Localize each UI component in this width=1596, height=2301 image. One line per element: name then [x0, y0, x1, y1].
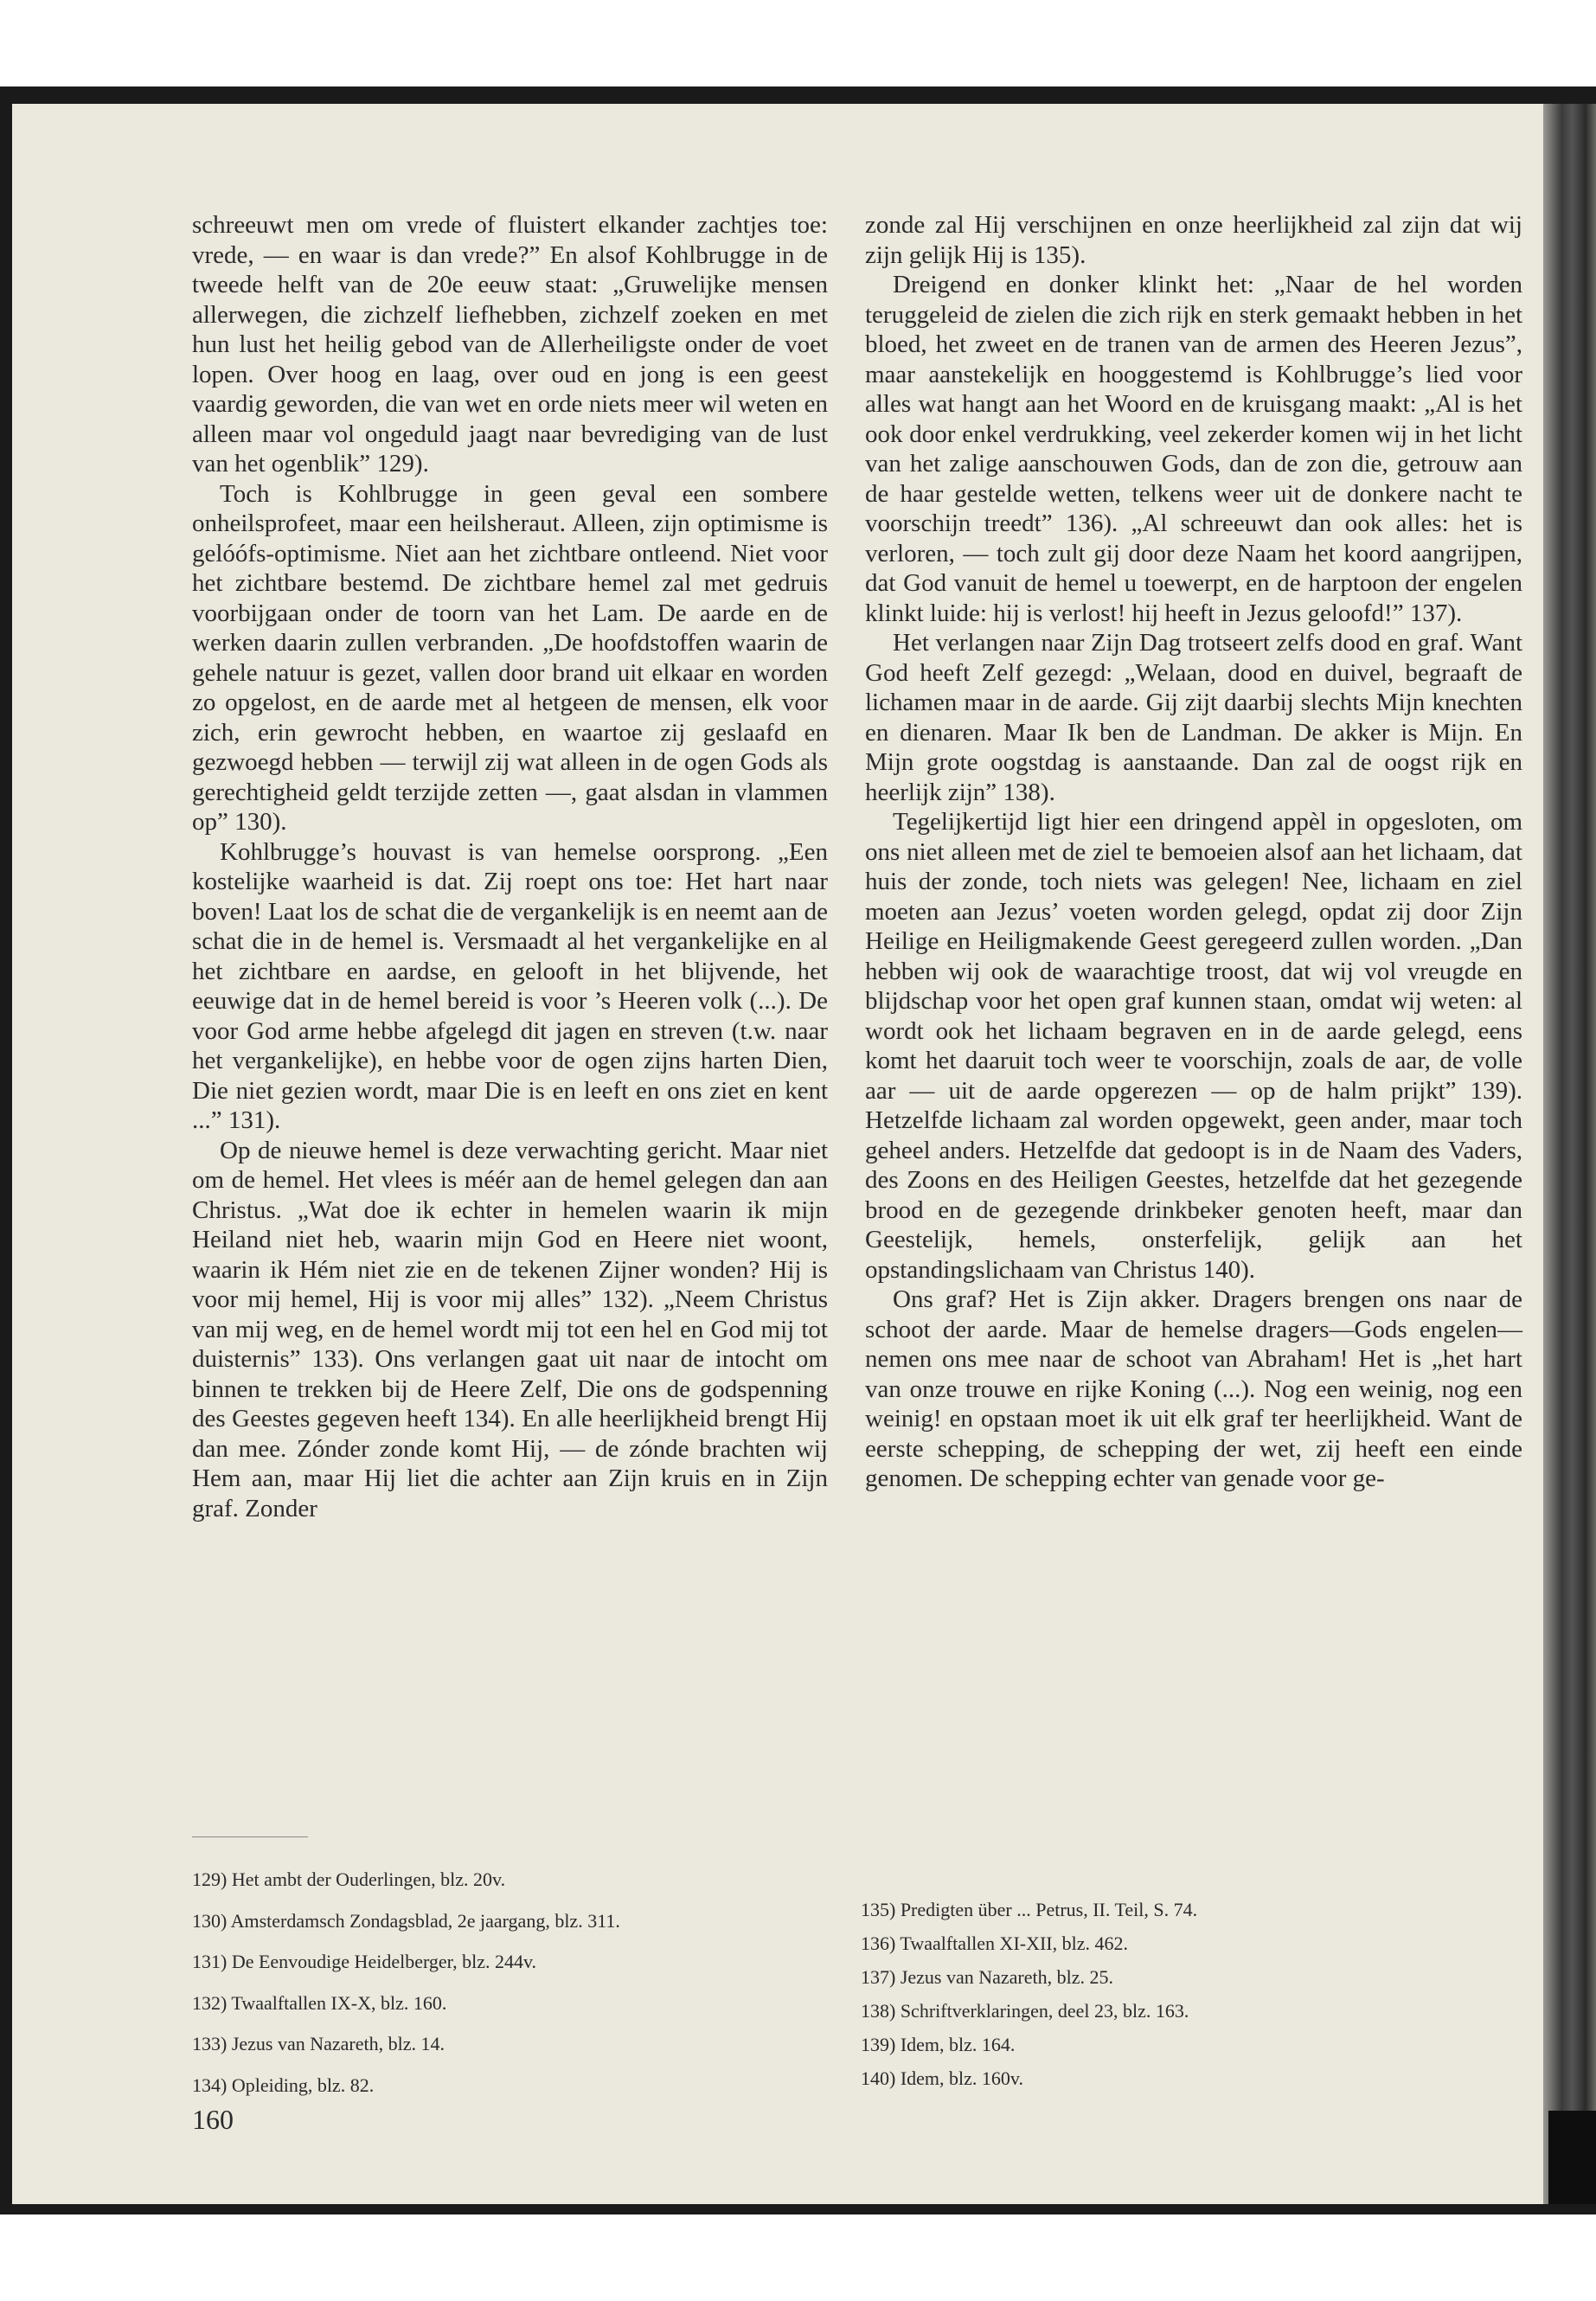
- footnote: 131) De Eenvoudige Heidelberger, blz. 244v.: [192, 1951, 537, 1972]
- footnote: 134) Opleiding, blz. 82.: [192, 2073, 375, 2096]
- footnote: 132) Twaalftallen IX-X, blz. 160.: [192, 1991, 447, 2014]
- paragraph: Het verlangen naar Zijn Dag trotseert zelfs dood en graf. Want God heeft Zelf gezegd: „Welaan, dood en duivel, begraaft de lichamen maar in de aarde. Gij zijt daarbij slechts Mijn knechten en dienaren. Maar Ik ben de Landman. De akker is Mijn. En Mijn grote oogstdag is aanstaande. Dan zal de oogst rijk en heerlijk zijn” 138).: [865, 629, 1522, 806]
- footnote: 136) Twaalftallen XI-XII, blz. 462.: [861, 1932, 1129, 1954]
- paragraph: Tegelijkertijd ligt hier een dringend appèl in opgesloten, om ons niet alleen met de ziel te bemoeien alsof aan het lichaam, dat huis der zonde, toch niets was gelegen! Nee, lichaam en ziel moeten aan Jezus’ voeten worden gelegd, opdat zij door Zijn Heilige en Heiligmakende Geest geregeerd zullen worden. „Dan hebben wij ook de waarachtige troost, dat wij vol vreugde en blijdschap voor het open graf kunnen staan, omdat wij weten: al wordt ook het lichaam begraven en in de aarde gelegd, eens komt het daaruit toch weer te voorschijn, zoals de aar, de volle aar — uit de aarde opgerezen — op de halm prijkt” 139). Hetzelfde lichaam zal worden opgewekt, geen ander, maar toch geheel anders. Hetzelfde dat gedoopt is in de Naam des Vaders, des Zoons en des Heiligen Geestes, hetzelfde dat het gezegende brood en de gezegende drinkbeker genoten heeft, maar dan Geestelijk, hemels, onsterfelijk, gelijk aan het opstandingslichaam van Christus 140).: [865, 808, 1522, 1284]
- footnotes-right: [861, 1893, 1518, 2095]
- paragraph: Op de nieuwe hemel is deze verwachting gericht. Maar niet om de hemel. Het vlees is méér aan de hemel gelegen dan aan Christus. „Wat doe ik echter in hemelen waarin ik mijn Heiland niet heb, waarin mijn God en Heere niet woont, waarin ik Hém niet zie en de tekenen Zijner wonden? Hij is voor mij hemel, Hij is voor mij alles” 132). „Neem Christus van mij weg, en de hemel wordt mij tot een hel en God mij tot duisternis” 133). Ons verlangen gaat uit naar de intocht om binnen te trekken bij de Heere Zelf, Die ons de godspenning des Geestes gegeven heeft 134). En alle heerlijkheid brengt Hij dan mee. Zónder zonde komt Hij, — de zónde brachten wij Hem aan, maar Hij liet die achter aan Zijn kruis en in Zijn graf. Zonder: [192, 1136, 828, 1522]
- paragraph: schreeuwt men om vrede of fluistert elkander zachtjes toe: vrede, — en waar is dan vrede?” En alsof Kohlbrugge in de tweede helft van de 20e eeuw staat: „Gruwelijke mensen allerwegen, die zichzelf liefhebben, zichzelf zoeken en met hun lust het heilig gebod van de Allerheiligste onder de voet lopen. Over hoog en laag, over oud en jong is een geest vaardig geworden, die van wet en orde niets meer wil weten en alleen maar vol ongeduld jaagt naar bevrediging van de lust van het ogenblik” 129).: [192, 211, 828, 478]
- scan-bottom-border: [0, 2204, 1596, 2214]
- footnote: 129) Het ambt der Ouderlingen, blz. 20v.: [192, 1868, 506, 1890]
- right-text-column: [865, 210, 1522, 1494]
- paragraph: zonde zal Hij verschijnen en onze heerlijkheid zal zijn dat wij zijn gelijk Hij is 135).: [865, 211, 1522, 269]
- footnote: 138) Schriftverklaringen, deel 23, blz. 163.: [861, 2000, 1189, 2022]
- book-spine-corner: [1548, 2111, 1596, 2204]
- scan-left-border: [0, 87, 12, 2214]
- footnotes-left: [192, 1859, 815, 2106]
- footnote: 140) Idem, blz. 160v.: [861, 2067, 1023, 2089]
- left-text-column: [192, 210, 828, 1523]
- paragraph: Kohlbrugge’s houvast is van hemelse oorsprong. „Een kostelijke waarheid is dat. Zij roept ons toe: Het hart naar boven! Laat los de schat die de vergankelijk is en neemt aan de schat die in de hemel is. Versmaadt al het vergankelijke en al het zichtbare en aardse, en gelooft in het blijvende, het eeuwige dat in de hemel bereid is voor ’s Heeren volk (...). De voor God arme hebbe afgelegd dit jagen en streven (t.w. naar het vergankelijke), en hebbe voor de ogen zijns harten Dien, Die niet gezien wordt, maar Die is en leeft en ons ziet en kent ...” 131).: [192, 837, 828, 1134]
- book-spine: [1543, 104, 1596, 2204]
- footnote: 133) Jezus van Nazareth, blz. 14.: [192, 2033, 445, 2054]
- footnote-rule: [192, 1836, 308, 1837]
- paragraph: Toch is Kohlbrugge in geen geval een sombere onheilsprofeet, maar een heilsheraut. Alleen, zijn optimisme is gelóófs-optimisme. Niet aan het zichtbare ontleend. Niet voor het zichtbare bestemd. De zichtbare hemel zal met gedruis voorbijgaan onder de toorn van het Lam. De aarde en de werken daarin zullen verbranden. „De hoofdstoffen waarin de gehele natuur is gezet, vallen door brand uit elkaar en worden zo opgelost, en de aarde met al hetgeen de mensen, elk voor zich, erin gewrocht hebben, en waartoe zij geslaafd en gezwoegd hebben — terwijl zij wat alleen in de ogen Gods als gerechtigheid geldt terzijde zetten —, gaat alsdan in vlammen op” 130).: [192, 479, 828, 836]
- footnote: 139) Idem, blz. 164.: [861, 2034, 1016, 2055]
- footnote: 130) Amsterdamsch Zondagsblad, 2e jaargang, blz. 311.: [192, 1909, 620, 1932]
- page-number: 160: [192, 2104, 234, 2135]
- paragraph: Dreigend en donker klinkt het: „Naar de hel worden teruggeleid de zielen die zich rijk en sterk gemaakt hebben in het bloed, het zweet en de tranen van de armen des Heeren Jezus”, maar aanstekelijk en hooggestemd is Kohlbrugge’s lied voor alles wat hangt aan het Woord en de kruisgang maakt: „Al is het ook door enkel verdrukking, veel zekerder komen wij in het licht van het zalige aanschouwen Gods, dan de zon die, getrouw aan de haar gestelde wetten, telkens weer uit de donkere nacht te voorschijn treedt” 136). „Al schreeuwt dan ook alles: het is verloren, — toch zult gij door deze Naam het koord aangrijpen, dat God vanuit de hemel u toewerpt, en de harptoon der engelen klinkt luide: hij is verlost! hij heeft in Jezus geloofd!” 137).: [865, 271, 1522, 627]
- paragraph: Ons graf? Het is Zijn akker. Dragers brengen ons naar de schoot der aarde. Maar de hemelse dragers—Gods engelen—nemen ons mee naar de schoot van Abraham! Het is „het hart van onze trouwe en rijke Koning (...). Nog een weinig, nog een weinig! en opstaan moet ik uit elk graf ter heerlijkheid. Want de eerste schepping, de schepping der wet, zij heeft een einde genomen. De schepping echter van genade voor ge-: [865, 1285, 1522, 1492]
- footnote: 137) Jezus van Nazareth, blz. 25.: [861, 1966, 1114, 1988]
- scan-top-border: [0, 87, 1596, 104]
- footnote: 135) Predigten über ... Petrus, II. Teil, S. 74.: [861, 1899, 1198, 1920]
